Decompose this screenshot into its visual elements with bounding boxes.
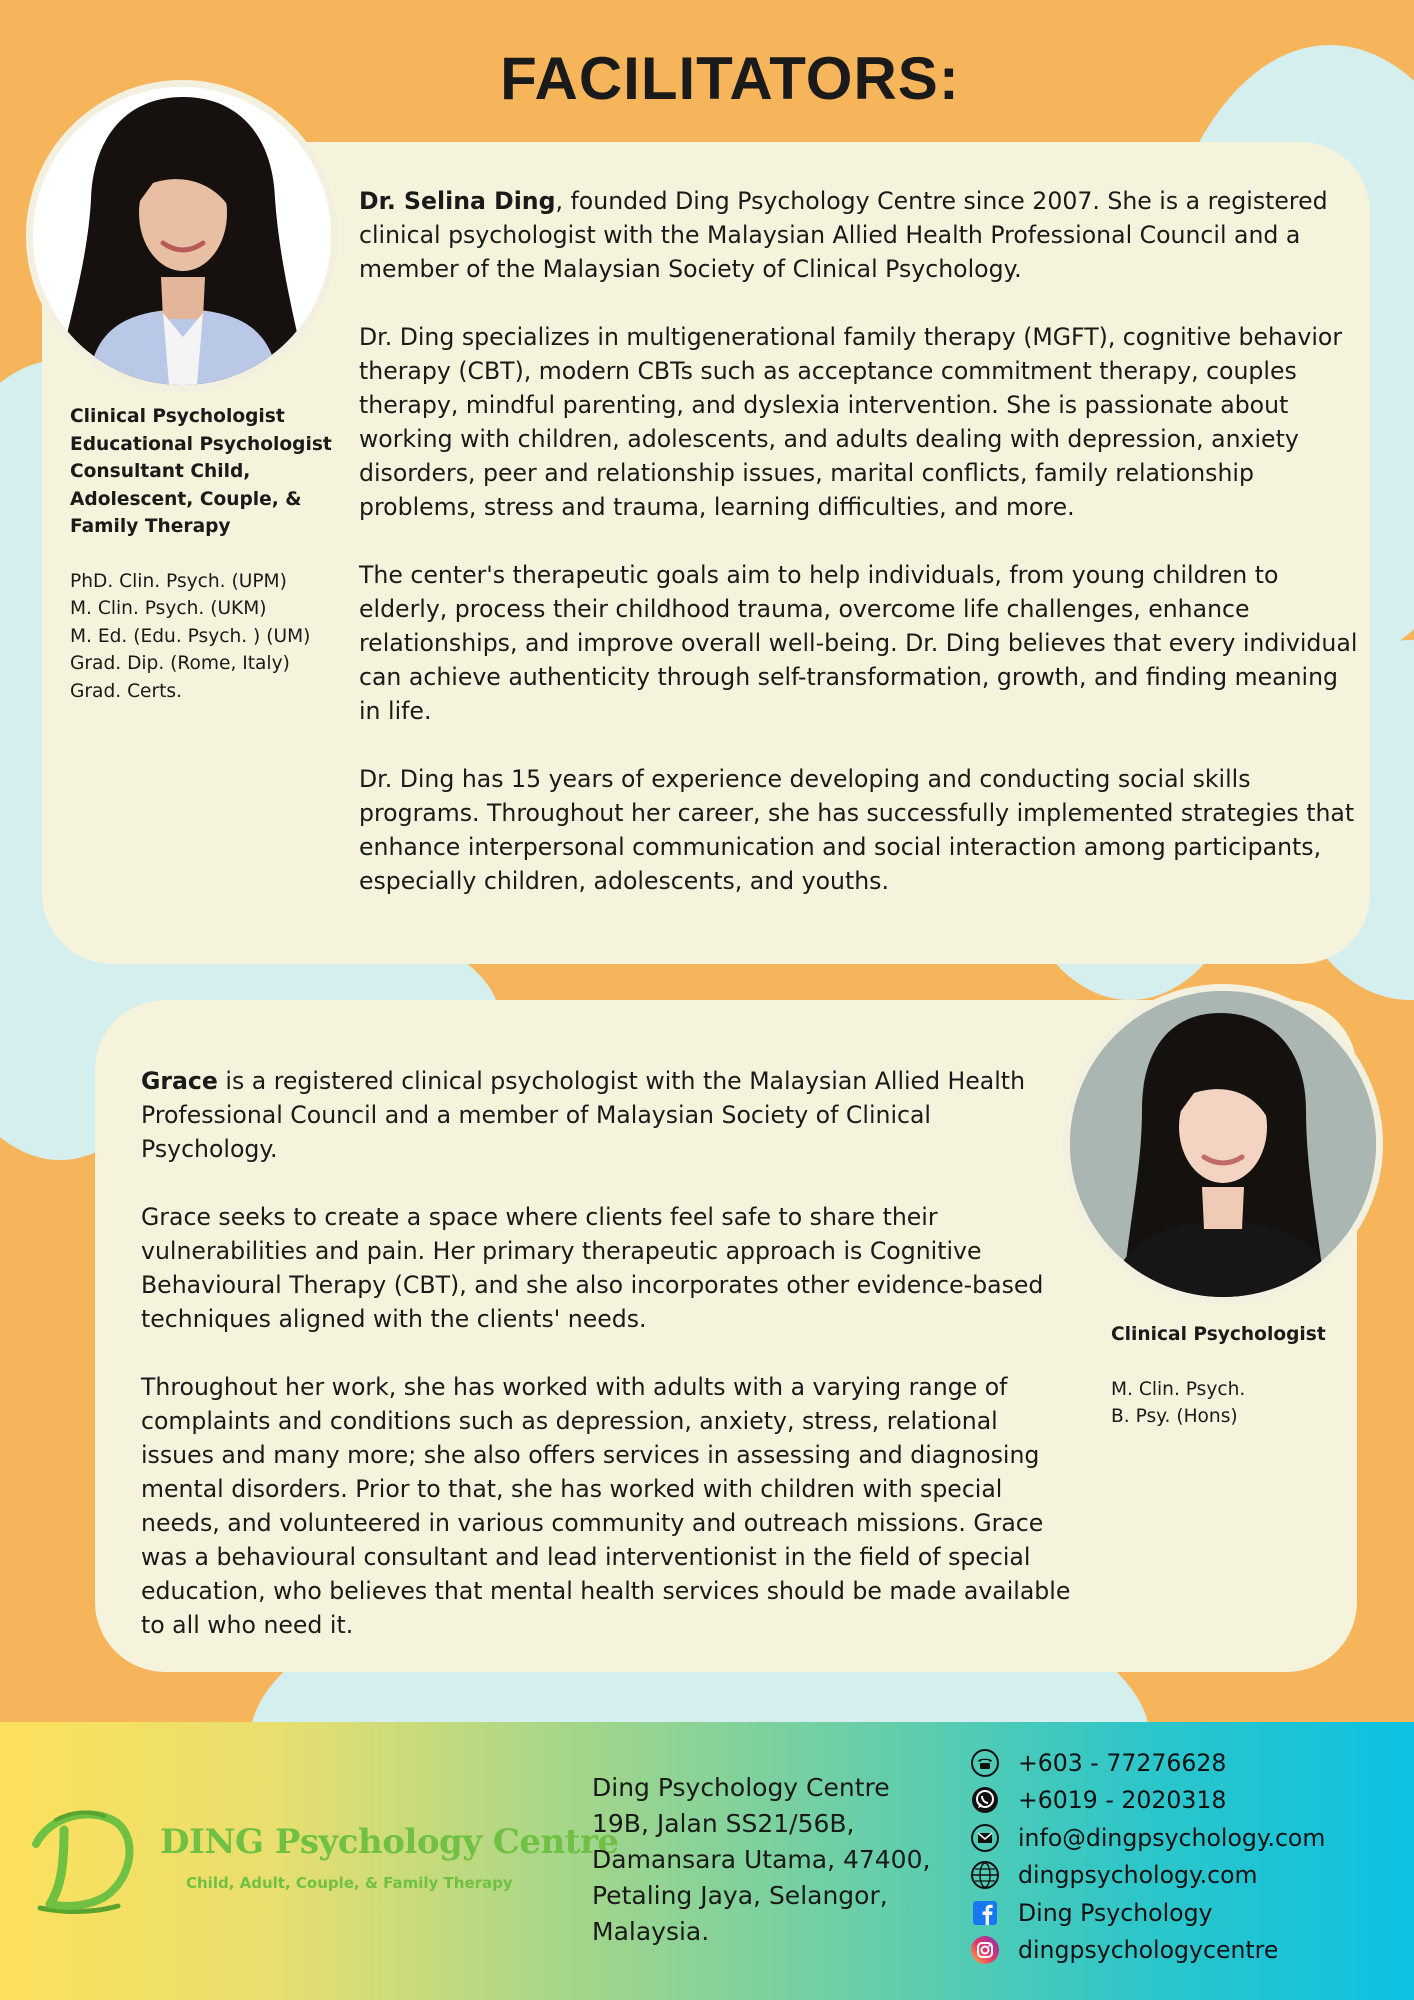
contact-website[interactable] <box>970 1857 1325 1895</box>
logo-name: DING Psychology Centre <box>160 1822 619 1862</box>
facilitator-name: Grace <box>141 1067 218 1095</box>
role-item: Adolescent, Couple, & <box>70 488 302 510</box>
role-item: Consultant Child, <box>70 461 251 482</box>
instagram-icon <box>970 1935 1000 1965</box>
address-line: Petaling Jaya, Selangor, <box>592 1881 888 1910</box>
selina-ding-bio <box>359 184 1359 932</box>
bio-paragraph: The center's therapeutic goals aim to help individuals, from young children to elderly, process their childhood trauma, overcome life challenges, enhance relationships, and improve overall well-being. Dr. Ding believes that every individual can achieve authenticity through self-transformation, growth, and finding meaning in life. <box>359 561 1358 725</box>
bio-intro-text: is a registered clinical psychologist with the Malaysian Allied Health Professional Council and a member of Malaysian Society of Clinical Psychology. <box>141 1067 1026 1163</box>
whatsapp-icon <box>970 1785 1000 1815</box>
contact-text: info@dingpsychology.com <box>1018 1823 1326 1852</box>
contact-whatsapp[interactable] <box>970 1782 1325 1820</box>
qualification-item: M. Clin. Psych. (UKM) <box>70 598 267 619</box>
selina-ding-photo <box>26 80 338 392</box>
contact-phone[interactable] <box>970 1744 1325 1782</box>
qualification-item: Grad. Dip. (Rome, Italy) <box>70 653 290 674</box>
telephone-icon <box>970 1748 1000 1778</box>
bio-intro-text: , founded Ding Psychology Centre since 2007. She is a registered clinical psychologist with the Malaysian Allied Health Professional Council and a member of the Malaysian Society of Clinical Psychology. <box>359 187 1328 283</box>
qualification-item: M. Ed. (Edu. Psych. ) (UM) <box>70 625 311 647</box>
contact-text: +603 - 77276628 <box>1018 1748 1227 1777</box>
email-icon <box>970 1823 1000 1853</box>
contact-list <box>970 1744 1325 1969</box>
qualification-item: Grad. Certs. <box>70 680 183 702</box>
address-line: 19B, Jalan SS21/56B, <box>592 1809 855 1838</box>
role-item: Educational Psychologist <box>70 433 332 455</box>
bio-paragraph: Grace seeks to create a space where clients feel safe to share their vulnerabilities and pain. Her primary therapeutic approach is Cognitive Behavioural Therapy (CBT), and she also incorporates other evidence-based techniques aligned with the clients' needs. <box>141 1203 1044 1333</box>
roles-list <box>70 403 340 541</box>
facilitator-name: Dr. Selina Ding <box>359 187 556 215</box>
grace-photo <box>1063 984 1383 1304</box>
grace-credentials <box>1111 1321 1371 1431</box>
footer <box>0 1722 1414 2000</box>
grace-bio <box>141 1064 1071 1676</box>
portrait-illustration <box>33 87 331 385</box>
qualification-item: B. Psy. (Hons) <box>1111 1406 1238 1427</box>
qualifications-list <box>1111 1376 1371 1431</box>
portrait-illustration <box>1070 991 1376 1297</box>
website-icon <box>970 1860 1000 1890</box>
qualifications-list <box>70 568 340 706</box>
contact-text: dingpsychologycentre <box>1018 1936 1279 1965</box>
contact-email[interactable] <box>970 1819 1325 1857</box>
role-item: Clinical Psychologist <box>1111 1324 1326 1345</box>
address-line: Ding Psychology Centre <box>592 1773 890 1802</box>
address-block <box>592 1770 930 1950</box>
page-title: FACILITATORS: <box>500 45 960 112</box>
bio-paragraph: Dr. Ding specializes in multigenerational family therapy (MGFT), cognitive behavior therapy (CBT), modern CBTs such as acceptance commitment therapy, couples therapy, mindful parenting, and dyslexia intervention. She is passionate about working with children, adolescents, and adults dealing with depression, anxiety disorders, peer and relationship issues, marital conflicts, family relationship problems, stress and trauma, learning difficulties, and more. <box>359 323 1343 521</box>
bio-paragraph: Throughout her work, she has worked with adults with a varying range of complaints and conditions such as depression, anxiety, stress, relational issues and many more; she also offers services in assessing and diagnosing mental disorders. Prior to that, she has worked with children with special needs, and volunteered in various community and outreach missions. Grace was a behavioural consultant and lead interventionist in the field of special education, who believes that mental health services should be made available to all who need it. <box>141 1373 1071 1639</box>
qualification-item: PhD. Clin. Psych. (UPM) <box>70 570 287 592</box>
bio-intro <box>141 1064 1071 1166</box>
ding-logo-icon <box>20 1800 138 1920</box>
address-line: Malaysia. <box>592 1917 710 1946</box>
bio-intro <box>359 184 1359 286</box>
contact-facebook[interactable] <box>970 1894 1325 1932</box>
selina-ding-credentials <box>70 403 340 705</box>
contact-text: Ding Psychology <box>1018 1898 1213 1927</box>
contact-text: dingpsychology.com <box>1018 1861 1258 1890</box>
logo-tagline: Child, Adult, Couple, & Family Therapy <box>186 1874 513 1892</box>
contact-instagram[interactable] <box>970 1932 1325 1970</box>
role-item: Family Therapy <box>70 516 231 537</box>
bio-paragraph: Dr. Ding has 15 years of experience developing and conducting social skills programs. Throughout her career, she has successfully implemented strategies that enhance interpersonal communication and social interaction among participants, especially children, adolescents, and youths. <box>359 765 1355 895</box>
role-item: Clinical Psychologist <box>70 406 285 427</box>
qualification-item: M. Clin. Psych. <box>1111 1378 1246 1400</box>
facebook-icon <box>970 1898 1000 1928</box>
roles-list <box>1111 1321 1371 1349</box>
contact-text: +6019 - 2020318 <box>1018 1786 1227 1815</box>
address-line: Damansara Utama, 47400, <box>592 1845 931 1874</box>
